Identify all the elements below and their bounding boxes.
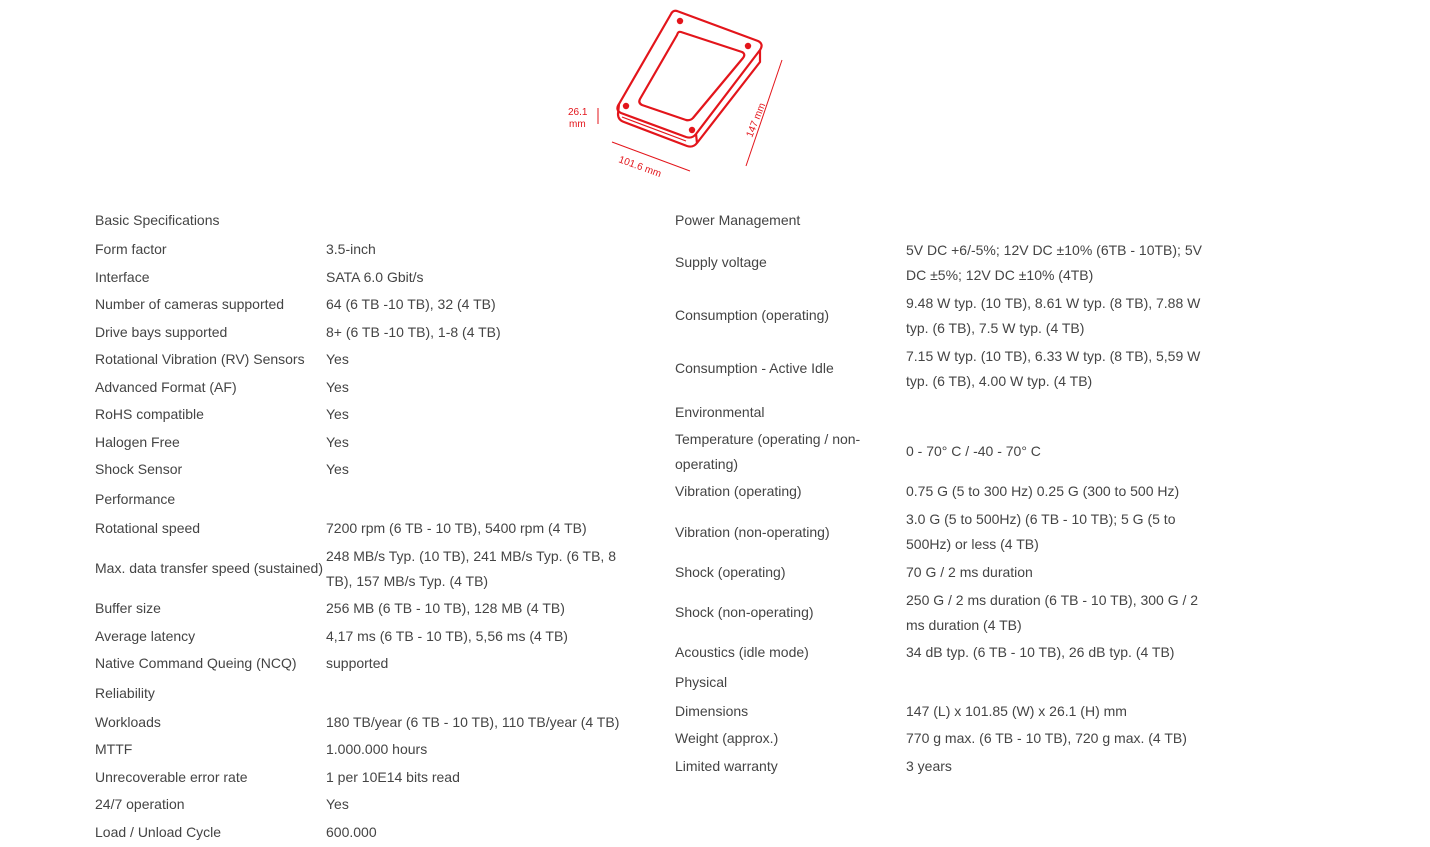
spec-value: 64 (6 TB -10 TB), 32 (4 TB) bbox=[326, 296, 496, 313]
section-heading-power: Power Management bbox=[675, 212, 801, 228]
spec-column-right bbox=[675, 208, 1220, 780]
height-label-line1: 26.1 bbox=[568, 107, 588, 118]
spec-row-warranty bbox=[675, 753, 1220, 781]
spec-label: 24/7 operation bbox=[95, 796, 185, 813]
spec-label: RoHS compatible bbox=[95, 406, 204, 423]
spec-row-error-rate bbox=[95, 764, 640, 792]
spec-label: Weight (approx.) bbox=[675, 730, 779, 747]
spec-row-24-7-operation bbox=[95, 791, 640, 819]
spec-value: Yes bbox=[326, 351, 349, 368]
spec-value: 7.15 W typ. (10 TB), 6.33 W typ. (8 TB), 5,59 W typ. (6 TB), 4.00 W typ. (4 TB) bbox=[906, 347, 1201, 389]
spec-row-load-unload bbox=[95, 819, 640, 847]
spec-label: Shock Sensor bbox=[95, 461, 183, 478]
spec-value: SATA 6.0 Gbit/s bbox=[326, 268, 424, 285]
spec-label: Dimensions bbox=[675, 702, 749, 719]
spec-label: Acoustics (idle mode) bbox=[675, 644, 809, 661]
hard-drive-diagram bbox=[560, 0, 800, 190]
spec-label: Temperature (operating / non-operating) bbox=[675, 430, 861, 472]
section-heading-physical: Physical bbox=[675, 673, 728, 690]
spec-label: Form factor bbox=[95, 241, 167, 258]
spec-label: Workloads bbox=[95, 713, 161, 730]
spec-label: Interface bbox=[95, 268, 150, 285]
spec-value: 3.0 G (5 to 500Hz) (6 TB - 10 TB); 5 G (5 to 500Hz) or less (4 TB) bbox=[906, 511, 1176, 552]
spec-value: Yes bbox=[326, 461, 349, 478]
spec-row-transfer-speed bbox=[95, 542, 640, 595]
spec-value: 600.000 bbox=[326, 823, 377, 840]
spec-label: Max. data transfer speed (sustained) bbox=[95, 560, 324, 576]
spec-row-drive-bays bbox=[95, 319, 640, 347]
spec-row-dimensions bbox=[675, 698, 1220, 726]
spec-label: Number of cameras supported bbox=[95, 296, 285, 313]
spec-value: 0.75 G (5 to 300 Hz) 0.25 G (300 to 500 Hz) bbox=[906, 483, 1180, 500]
spec-label: Consumption (operating) bbox=[675, 307, 830, 323]
spec-row-workloads bbox=[95, 709, 640, 737]
spec-row-form-factor bbox=[95, 236, 640, 264]
spec-value: 180 TB/year (6 TB - 10 TB), 110 TB/year (4 TB) bbox=[326, 713, 620, 730]
hard-drive-dimensions-illustration bbox=[560, 0, 800, 190]
width-label: 101.6 mm bbox=[616, 154, 663, 181]
spec-column-left bbox=[95, 208, 640, 846]
spec-value: 770 g max. (6 TB - 10 TB), 720 g max. (4 TB) bbox=[906, 730, 1187, 747]
length-label: 147 mm bbox=[744, 101, 769, 140]
spec-value: supported bbox=[326, 655, 389, 672]
spec-value: 3.5-inch bbox=[326, 241, 376, 258]
spec-value: 4,17 ms (6 TB - 10 TB), 5,56 ms (4 TB) bbox=[326, 627, 568, 644]
spec-row-average-latency bbox=[95, 623, 640, 651]
spec-value: Yes bbox=[326, 378, 349, 395]
spec-value: Yes bbox=[326, 796, 349, 813]
spec-value: 256 MB (6 TB - 10 TB), 128 MB (4 TB) bbox=[326, 600, 565, 617]
section-heading-environmental: Environmental bbox=[675, 404, 765, 420]
spec-row-temperature bbox=[675, 425, 1220, 478]
spec-row-consumption-idle bbox=[675, 342, 1220, 395]
spec-value: 3 years bbox=[906, 757, 952, 774]
spec-value: 1.000.000 hours bbox=[326, 741, 428, 758]
spec-row-cameras bbox=[95, 291, 640, 319]
spec-row-acoustics bbox=[675, 639, 1220, 667]
section-heading-reliability: Reliability bbox=[95, 684, 155, 701]
spec-value: Yes bbox=[326, 406, 349, 423]
spec-row-shock-operating bbox=[675, 559, 1220, 587]
spec-value: 34 dB typ. (6 TB - 10 TB), 26 dB typ. (4 TB) bbox=[906, 644, 1175, 661]
spec-label: Supply voltage bbox=[675, 254, 767, 270]
spec-label: Halogen Free bbox=[95, 433, 180, 450]
spec-row-vibration-operating bbox=[675, 478, 1220, 506]
spec-label: Average latency bbox=[95, 627, 196, 644]
spec-label: Native Command Queing (NCQ) bbox=[95, 655, 297, 672]
spec-value: 147 (L) x 101.85 (W) x 26.1 (H) mm bbox=[906, 702, 1127, 719]
spec-value: 7200 rpm (6 TB - 10 TB), 5400 rpm (4 TB) bbox=[326, 519, 587, 536]
spec-label: Rotational Vibration (RV) Sensors bbox=[95, 351, 305, 368]
spec-row-shock-non-operating bbox=[675, 586, 1220, 639]
spec-row-rotational-speed bbox=[95, 515, 640, 543]
spec-row-halogen-free bbox=[95, 429, 640, 457]
spec-label: Consumption - Active Idle bbox=[675, 360, 834, 376]
section-heading-basic: Basic Specifications bbox=[95, 212, 220, 228]
spec-label: Vibration (operating) bbox=[675, 483, 802, 500]
spec-row-rv-sensors bbox=[95, 346, 640, 374]
spec-row-weight bbox=[675, 725, 1220, 753]
spec-value: 0 - 70° C / -40 - 70° C bbox=[906, 443, 1041, 459]
height-label-line2: mm bbox=[569, 119, 586, 130]
spec-label: Buffer size bbox=[95, 600, 161, 617]
spec-row-mttf bbox=[95, 736, 640, 764]
spec-value: 1 per 10E14 bits read bbox=[326, 768, 460, 785]
spec-value: 250 G / 2 ms duration (6 TB - 10 TB), 300 G / 2 ms duration (4 TB) bbox=[906, 591, 1199, 633]
spec-label: Vibration (non-operating) bbox=[675, 523, 830, 540]
spec-value: 9.48 W typ. (10 TB), 8.61 W typ. (8 TB), 7.88 W typ. (6 TB), 7.5 W typ. (4 TB) bbox=[906, 294, 1201, 336]
spec-label: Shock (non-operating) bbox=[675, 604, 814, 620]
spec-row-shock-sensor bbox=[95, 456, 640, 484]
spec-row-buffer-size bbox=[95, 595, 640, 623]
spec-label: Load / Unload Cycle bbox=[95, 823, 222, 840]
spec-row-consumption-operating bbox=[675, 289, 1220, 342]
spec-label: Advanced Format (AF) bbox=[95, 378, 237, 395]
spec-label: MTTF bbox=[95, 741, 133, 758]
spec-row-advanced-format bbox=[95, 374, 640, 402]
spec-label: Rotational speed bbox=[95, 519, 201, 536]
spec-row-interface bbox=[95, 264, 640, 292]
spec-value: 8+ (6 TB -10 TB), 1-8 (4 TB) bbox=[326, 323, 501, 340]
spec-label: Drive bays supported bbox=[95, 323, 228, 340]
spec-value: Yes bbox=[326, 433, 349, 450]
spec-row-vibration-non-operating bbox=[675, 506, 1220, 559]
spec-label: Limited warranty bbox=[675, 757, 778, 774]
spec-row-rohs bbox=[95, 401, 640, 429]
spec-row-ncq bbox=[95, 650, 640, 678]
spec-label: Unrecoverable error rate bbox=[95, 768, 248, 785]
spec-value: 70 G / 2 ms duration bbox=[906, 563, 1033, 580]
spec-value: 248 MB/s Typ. (10 TB), 241 MB/s Typ. (6 TB, 8 TB), 157 MB/s Typ. (4 TB) bbox=[326, 547, 616, 589]
spec-row-supply-voltage bbox=[675, 236, 1220, 289]
section-heading-performance: Performance bbox=[95, 490, 176, 507]
spec-label: Shock (operating) bbox=[675, 563, 786, 580]
spec-value: 5V DC +6/-5%; 12V DC ±10% (6TB - 10TB); 5V DC ±5%; 12V DC ±10% (4TB) bbox=[906, 241, 1202, 283]
